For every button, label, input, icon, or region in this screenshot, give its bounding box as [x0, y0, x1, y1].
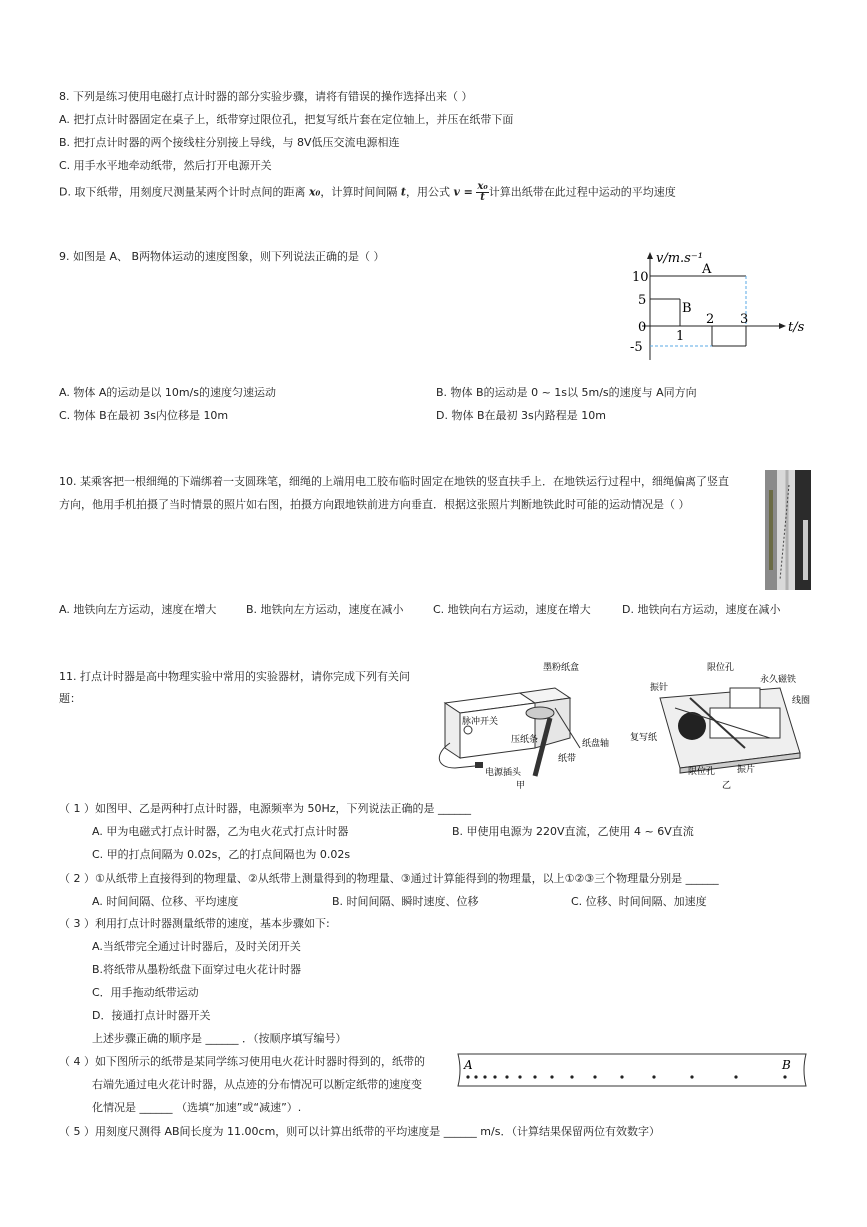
q9-label-b: B — [682, 301, 692, 316]
fig-yi-coil: 线圈 — [792, 696, 811, 706]
q10-option-a: A. 地铁向左方运动，速度在增大 — [59, 603, 217, 616]
q11-part1-option-a: A. 甲为电磁式打点计时器，乙为电火花式打点计时器 — [92, 825, 349, 838]
q9-label-a: A — [702, 262, 712, 277]
fig-jia-switch: 脉冲开关 — [462, 717, 499, 727]
tape-dot — [550, 1075, 553, 1078]
q11-part4-line2: 右端先通过电火花计时器，从点迹的分布情况可以断定纸带的速度变 — [92, 1078, 422, 1091]
q10-stem-line1: 10. 某乘客把一根细绳的下端绑着一支圆珠笔，细绳的上端用电工胶布临时固定在地铁的竖直扶手上．在地铁运行过程中，细绳偏离了竖直 — [59, 475, 729, 488]
tape-dot — [620, 1075, 623, 1078]
q11-part1-option-c: C. 甲的打点间隔为 0.02s，乙的打点间隔也为 0.02s — [92, 848, 351, 861]
q11-part5: （ 5 ）用刻度尺测得 AB间长度为 11.00cm，则可以计算出纸带的平均速度是 ______ m/s．（计算结果保留两位有效数字） — [59, 1125, 660, 1138]
q11-part2-option-c: C. 位移、时间间隔、加速度 — [571, 895, 707, 908]
tape-dot — [570, 1075, 573, 1078]
q11-part4-line3: 化情况是 ______ （选填“加速”或“减速”）. — [92, 1101, 302, 1114]
q11-part3-step-b: B.将纸带从墨粉纸盘下面穿过电火花计时器 — [92, 963, 302, 976]
tape-dot — [533, 1075, 536, 1078]
tape-dot — [734, 1075, 737, 1078]
tape-dot — [593, 1075, 596, 1078]
q11-part1-option-b: B. 甲使用电源为 220V直流，乙使用 4 ~ 6V直流 — [452, 825, 694, 838]
q11-part3-question: 上述步骤正确的顺序是 ______ ．（按顺序填写编号） — [92, 1032, 347, 1045]
q9-option-b: B. 物体 B的运动是 0 ~ 1s以 5m/s的速度与 A同方向 — [436, 386, 697, 399]
q9-xtick-3: 3 — [740, 312, 749, 327]
tape-dot — [505, 1075, 508, 1078]
fig-yi-caption: 乙 — [722, 781, 732, 791]
q11-figure-electromagnetic-timer — [630, 658, 820, 793]
q9-x-arrow — [779, 323, 786, 329]
q11-paper-tape — [452, 1050, 812, 1090]
q11-part3: （ 3 ）利用打点计时器测量纸带的速度，基本步骤如下: — [59, 917, 330, 930]
q8-d-text-1: D. 取下纸带，用刻度尺测量某两个计时点间的距离 — [59, 185, 306, 199]
q8-formula-fraction — [476, 182, 488, 203]
fig-yi-vibrator: 振片 — [737, 765, 756, 775]
q11-part2-option-a: A. 时间间隔、位移、平均速度 — [92, 895, 239, 908]
fig-yi-carbon: 复写纸 — [630, 733, 658, 743]
q11-stem-line1: 11. 打点计时器是高中物理实验中常用的实验器材，请你完成下列有关问 — [59, 670, 410, 683]
q8-d-text-4: 计算出纸带在此过程中运动的平均速度 — [488, 185, 676, 199]
q9-xtick-2: 2 — [706, 312, 715, 327]
tape-label-a: A — [464, 1058, 473, 1072]
q9-ylabel: v/m.s⁻¹ — [656, 251, 703, 266]
q8-d-t: t — [400, 185, 406, 199]
q8-d-text-3: ，用公式 — [405, 185, 450, 199]
tape-label-b: B — [782, 1058, 791, 1072]
fig-yi-hole-top: 限位孔 — [707, 663, 735, 673]
q11-part3-step-a: A.当纸带完全通过计时器后，及时关闭开关 — [92, 940, 301, 953]
q8-option-d — [59, 182, 676, 203]
fig-jia-tape: 纸带 — [558, 754, 577, 764]
q9-option-d: D. 物体 B在最初 3s内路程是 10m — [436, 409, 606, 422]
tape-dot — [474, 1075, 477, 1078]
q9-option-a: A. 物体 A的运动是以 10m/s的速度匀速运动 — [59, 386, 276, 399]
q11-part1: （ 1 ）如图甲、乙是两种打点计时器，电源频率为 50Hz，下列说法正确的是 ______ — [59, 802, 472, 815]
q8-option-a: A. 把打点计时器固定在桌子上，纸带穿过限位孔，把复写纸片套在定位轴上，并压在纸带下面 — [59, 113, 514, 126]
q8-formula-numerator: x₀ — [477, 181, 488, 192]
fig-yi-magnet: 永久磁铁 — [760, 675, 797, 685]
q11-part4-line1: （ 4 ）如下图所示的纸带是某同学练习使用电火花计时器时得到的，纸带的 — [59, 1055, 425, 1068]
q8-option-c: C. 用手水平地牵动纸带，然后打开电源开关 — [59, 159, 272, 172]
fig-yi-hole-bottom: 限位孔 — [688, 767, 716, 777]
q10-option-b: B. 地铁向左方运动，速度在减小 — [246, 603, 404, 616]
tape-dot — [690, 1075, 693, 1078]
q11-part2-option-b: B. 时间间隔、瞬时速度、位移 — [332, 895, 479, 908]
q9-ytick-5: 5 — [638, 293, 647, 308]
q9-option-c: C. 物体 B在最初 3s内位移是 10m — [59, 409, 229, 422]
q8-d-text-2: ，计算时间间隔 — [320, 185, 398, 199]
q11-figure-spark-timer — [430, 658, 610, 793]
q11-stem-line2: 题： — [59, 692, 81, 705]
q8-option-b: B. 把打点计时器的两个接线柱分别接上导线，与 8V低压交流电源相连 — [59, 136, 400, 149]
tape-dot — [783, 1075, 786, 1078]
q9-ytick-m5: -5 — [630, 340, 643, 355]
q10-option-d: D. 地铁向右方运动，速度在减小 — [622, 603, 781, 616]
q9-stem: 9. 如图是 A、 B两物体运动的速度图象，则下列说法正确的是（ ） — [59, 250, 385, 263]
q9-xtick-1: 1 — [676, 329, 685, 344]
q9-ytick-10: 10 — [632, 270, 649, 285]
tape-dot — [493, 1075, 496, 1078]
q9-xlabel: t/s — [788, 320, 805, 335]
q8-formula-v: v = — [453, 185, 473, 199]
fig-jia-caption: 甲 — [516, 781, 526, 791]
fig-jia-press: 压纸条 — [511, 735, 539, 745]
q11-part3-step-d: D．接通打点计时器开关 — [92, 1009, 211, 1022]
tape-dot — [652, 1075, 655, 1078]
tape-dot — [518, 1075, 521, 1078]
fig-jia-ink: 墨粉纸盒 — [543, 663, 580, 673]
q11-part2: （ 2 ）①从纸带上直接得到的物理量、②从纸带上测量得到的物理量、③通过计算能得到的物理量，以上①②③三个物理量分别是 ______ — [59, 872, 719, 885]
q9-velocity-graph — [620, 250, 810, 365]
q9-y-arrow — [647, 252, 653, 259]
q8-stem: 8. 下列是练习使用电磁打点计时器的部分实验步骤，请将有错误的操作选择出来（ ） — [59, 90, 473, 103]
q9-ytick-0: 0 — [638, 320, 647, 335]
q10-option-c: C. 地铁向右方运动，速度在增大 — [433, 603, 591, 616]
q10-subway-photo — [765, 470, 811, 590]
fig-yi-needle: 振针 — [650, 683, 669, 693]
fig-jia-disc: 纸盘轴 — [582, 739, 610, 749]
q8-formula-denominator: t — [480, 192, 485, 203]
q8-d-x0: x₀ — [308, 185, 321, 199]
q10-stem-line2: 方向，他用手机拍摄了当时情景的照片如右图，拍摄方向跟地铁前进方向垂直．根据这张照片判断地铁此时可能的运动情况是（ ） — [59, 498, 690, 511]
tape-dot — [483, 1075, 486, 1078]
fig-jia-plug: 电源插头 — [485, 768, 522, 778]
tape-dot — [466, 1075, 469, 1078]
q11-part3-step-c: C．用手拖动纸带运动 — [92, 986, 199, 999]
